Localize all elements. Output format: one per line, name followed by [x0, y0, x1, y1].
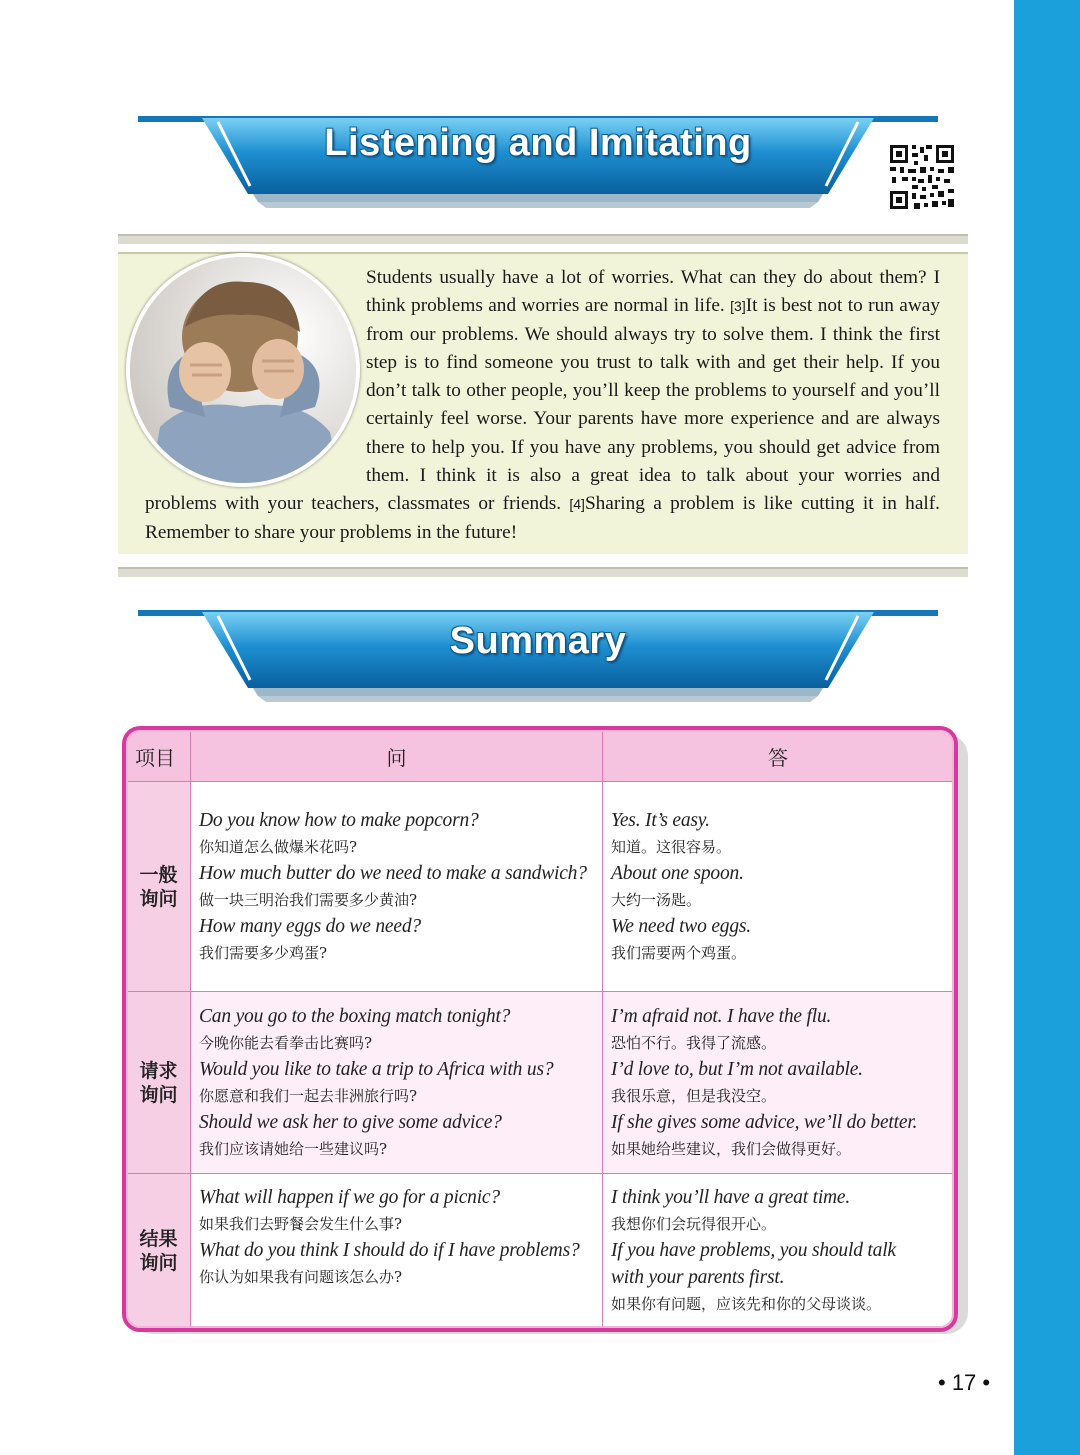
summary-banner	[138, 608, 938, 704]
question-cn: 你知道怎么做爆米花吗?	[199, 838, 358, 856]
question-cn: 我们需要多少鸡蛋?	[199, 944, 328, 962]
answer-cn: 如果她给些建议，我们会做得更好。	[611, 1140, 852, 1158]
category-line: 询问	[139, 887, 178, 910]
category-line: 一般	[139, 863, 178, 886]
category-cell	[127, 1174, 191, 1328]
answer-en: Yes. It’s easy.	[611, 810, 710, 831]
question-cn: 今晚你能去看拳击比赛吗?	[199, 1034, 373, 1052]
table-row	[127, 782, 954, 992]
passage-part-2: It is best not to run away from our problems. We should always try to solve them. I think the first step is to find someone you trust to talk with and get their help. If you don’t talk to other people, you’ll keep the problems to yourself and you’ll certainly feel worse. Your parents have more experience and are always there to help you. If you have any problems, you should get advice from them. I think it is also a great idea to talk about your worries and problems with your teachers, classmates or friends.	[145, 295, 940, 515]
question-cn: 你认为如果我有问题该怎么办?	[199, 1268, 403, 1286]
table-row	[127, 992, 954, 1174]
question-en: How many eggs do we need?	[199, 916, 421, 937]
question-cn: 你愿意和我们一起去非洲旅行吗?	[199, 1087, 418, 1105]
passage-part-1: Students usually have a lot of worries. What can they do about them? I think problems and worries are normal in life.	[366, 267, 940, 317]
header-question: 问	[191, 731, 603, 782]
question-cell	[191, 1174, 603, 1328]
question-en: What do you think I should do if I have problems?	[199, 1240, 580, 1261]
side-color-strip	[1014, 0, 1080, 1455]
question-en: What will happen if we go for a picnic?	[199, 1187, 500, 1208]
category-line: 请求	[139, 1059, 178, 1082]
answer-cn: 我很乐意，但是我没空。	[611, 1087, 777, 1105]
question-cn: 如果我们去野餐会发生什么事?	[199, 1215, 403, 1233]
question-en: Can you go to the boxing match tonight?	[199, 1006, 511, 1027]
question-cell	[191, 782, 603, 992]
question-en: Would you like to take a trip to Africa with us?	[199, 1059, 554, 1080]
category-cell	[127, 782, 191, 992]
passage-part-3: Sharing a problem is like cutting it in half. Remember to share your problems in the future!	[145, 493, 940, 543]
category-line: 结果	[139, 1227, 178, 1250]
answer-cell	[603, 992, 954, 1174]
passage-text	[145, 264, 940, 547]
question-en: Should we ask her to give some advice?	[199, 1112, 502, 1133]
summary-title: Summary	[449, 620, 627, 662]
question-cell	[191, 992, 603, 1174]
question-en: How much butter do we need to make a sandwich?	[199, 863, 587, 884]
category-cell	[127, 992, 191, 1174]
question-cn: 做一块三明治我们需要多少黄油?	[199, 891, 418, 909]
sentence-marker-4: [4]	[569, 496, 585, 513]
listening-title: Listening and Imitating	[324, 122, 752, 164]
answer-cell	[603, 782, 954, 992]
answer-cn: 我们需要两个鸡蛋。	[611, 944, 747, 962]
answer-en: I’m afraid not. I have the flu.	[611, 1006, 832, 1027]
answer-cn: 知道。这很容易。	[611, 838, 732, 856]
listening-banner	[138, 114, 938, 210]
summary-table	[122, 726, 958, 1332]
answer-en: We need two eggs.	[611, 916, 751, 937]
answer-en-continued: with your parents first.	[611, 1267, 785, 1288]
panel-top-rule	[118, 234, 968, 244]
category-line: 询问	[139, 1251, 178, 1274]
question-en: Do you know how to make popcorn?	[199, 810, 479, 831]
answer-cn: 恐怕不行。我得了流感。	[611, 1034, 777, 1052]
page-number: • 17 •	[938, 1370, 991, 1395]
header-item: 项目	[127, 731, 191, 782]
answer-cn: 我想你们会玩得很开心。	[611, 1215, 777, 1233]
answer-en: About one spoon.	[611, 863, 744, 884]
sentence-marker-3: [3]	[730, 298, 746, 315]
table-row	[127, 1174, 954, 1328]
answer-en: If you have problems, you should talk	[611, 1240, 896, 1261]
table-header-row	[127, 731, 954, 782]
question-cn: 我们应该请她给一些建议吗?	[199, 1140, 388, 1158]
panel-bottom-rule	[118, 567, 968, 577]
answer-cn: 大约一汤匙。	[611, 891, 702, 909]
answer-cell	[603, 1174, 954, 1328]
category-line: 询问	[139, 1083, 178, 1106]
answer-en: I’d love to, but I’m not available.	[611, 1059, 863, 1080]
qr-code-icon[interactable]	[888, 143, 956, 211]
answer-en: If she gives some advice, we’ll do better.	[611, 1112, 918, 1133]
header-answer: 答	[603, 731, 954, 782]
answer-en: I think you’ll have a great time.	[611, 1187, 851, 1208]
answer-cn: 如果你有问题，应该先和你的父母谈谈。	[611, 1295, 882, 1313]
